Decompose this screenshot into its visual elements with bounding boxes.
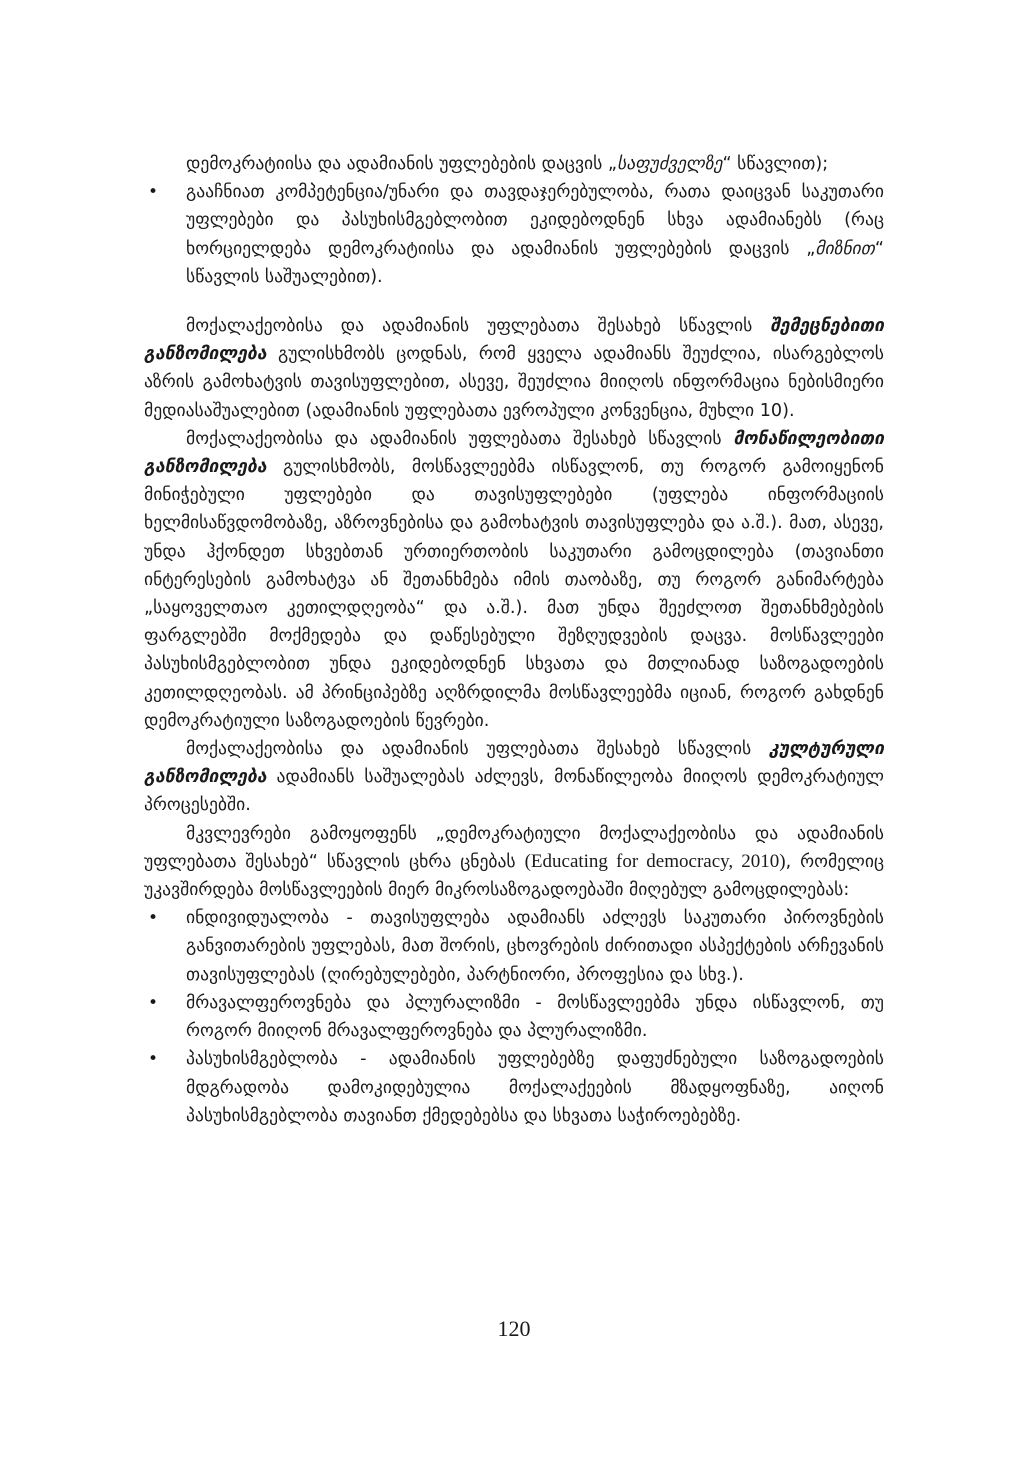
- bullet-item: [144, 904, 884, 989]
- text-segment: გულისხმობს, მოსწავლეებმა ისწავლონ, თუ როგორ გამოიყენონ მინიჭებული უფლებები და თავისუფლებები (უფლება ინფორმაციის ხელმისაწვდომობაზე, აზროვნებისა და გამოხატვის თავისუფლება და ა.შ.). მათ, ასევე, უნდა ჰქონდეთ სხვებთან ურთიერთობის საკუთარი გამოცდილება (თავიანთი ინტერესების გამოხატვა ან შეთანხმება იმის თაობაზე, თუ როგორ განიმარტება „საყოველთაო კეთილდღეობა“ და ა.შ.). მათ უნდა შეეძლოთ შეთანხმებების ფარგლებში მოქმედება და დაწესებული შეზღუდვების დაცვა. მოსწავლეები პასუხისმგებლობით უნდა ეკიდებოდნენ სხვათა და მთლიანად საზოგადოების კეთილდღეობას. ამ პრინციპებზე აღზრდილმა მოსწავლეებმა იციან, როგორ გახდნენ დემოკრატიული საზოგადოების წევრები.: [144, 457, 884, 731]
- citation: (Educating for democracy, 2010): [524, 850, 786, 872]
- bold-italic-term: მონაწილეობითი განზომილება: [144, 428, 884, 478]
- text-segment: ადამიანს საშუალებას აძლევს, მონაწილეობა მიიღოს დემოკრატიულ პროცესებში.: [144, 767, 884, 816]
- bold-italic-term: კულტურული განზომილება: [144, 739, 884, 788]
- text-segment: მოქალაქეობისა და ადამიანის უფლებათა შესახებ სწავლის: [186, 739, 769, 760]
- paragraph-researchers: [144, 820, 884, 905]
- bullet-item: [144, 1045, 884, 1130]
- bullet-icon: •: [148, 1049, 159, 1070]
- text-segment: მრავალფეროვნება და პლურალიზმი - მოსწავლეებმა უნდა ისწავლონ, თუ როგორ მიიღონ მრავალფეროვნება და პლურალიზმი.: [186, 992, 884, 1042]
- text-segment: “ სწავლის საშუალებით).: [186, 238, 884, 287]
- bold-italic-term: შემეცნებითი განზომილება: [144, 316, 884, 365]
- text-segment: მოქალაქეობისა და ადამიანის უფლებათა შესახებ სწავლის: [186, 316, 771, 337]
- page-number: 120: [497, 1316, 531, 1341]
- bullet-icon: •: [148, 908, 159, 929]
- bullet-icon: •: [148, 992, 159, 1013]
- bullet-icon: •: [148, 182, 159, 203]
- paragraph-cognitive-dimension: [144, 312, 884, 425]
- italic-term: მიზნით: [815, 238, 875, 259]
- paragraph-cultural-dimension: [144, 735, 884, 820]
- text-segment: პასუხისმგებლობა - ადამიანის უფლებებზე დაფუძნებული საზოგადოების მდგრადობა დამოკიდებულია მოქალაქეების მზადყოფნაზე, აიღონ პასუხისმგებლობა თავიანთ ქმედებებსა და სხვათა საჭიროებებზე.: [186, 1049, 884, 1126]
- text-segment: მკვლევრები გამოყოფენს „დემოკრატიული მოქალაქეობისა და ადამიანის უფლებათა შესახებ“ სწავლის ცხრა ცნებას: [144, 823, 884, 872]
- bullet-item: [144, 178, 884, 291]
- text-segment: გააჩნიათ კომპეტენცია/უნარი და თავდაჯერებულობა, რათა დაიცვან საკუთარი უფლებები და პასუხისმგებლობით ეკიდებოდნენ სხვა ადამიანებს (რაც ხორციელდება დემოკრატიისა და ადამიანის უფლებების დაცვის „: [186, 182, 884, 259]
- text-segment: ინდივიდუალობა - თავისუფლება ადამიანს აძლევს საკუთარი პიროვნების განვითარების უფლებას, მათ შორის, ცხოვრების ძირითადი ასპექტების არჩევანის თავისუფლებას (ღირებულებები, პარტნიორი, პროფესია და სხვ.).: [186, 908, 884, 985]
- paragraph-continuation: [144, 150, 884, 178]
- paragraph-participatory-dimension: [144, 425, 884, 735]
- text-segment: მოქალაქეობისა და ადამიანის უფლებათა შესახებ სწავლის: [186, 428, 734, 449]
- text-segment: გულისხმობს ცოდნას, რომ ყველა ადამიანს შეუძლია, ისარგებლოს აზრის გამოხატვის თავისუფლებით, ასევე, შეუძლია მიიღოს ინფორმაცია ნებისმიერი მედიასაშუალებით (ადამიანის უფლებათა ევროპული კონვენცია, მუხლი 10).: [144, 344, 884, 421]
- text-segment: , რომელიც უკავშირდება მოსწავლეების მიერ მიკროსაზოგადოებაში მიღებულ გამოცდილებას:: [144, 851, 884, 901]
- document-body: [144, 150, 884, 1130]
- bullet-item: [144, 989, 884, 1045]
- italic-term: საფუძველზე: [617, 154, 723, 174]
- text-segment: დემოკრატიისა და ადამიანის უფლებების დაცვის „: [186, 154, 618, 174]
- text-segment: “ სწავლით);: [722, 154, 829, 174]
